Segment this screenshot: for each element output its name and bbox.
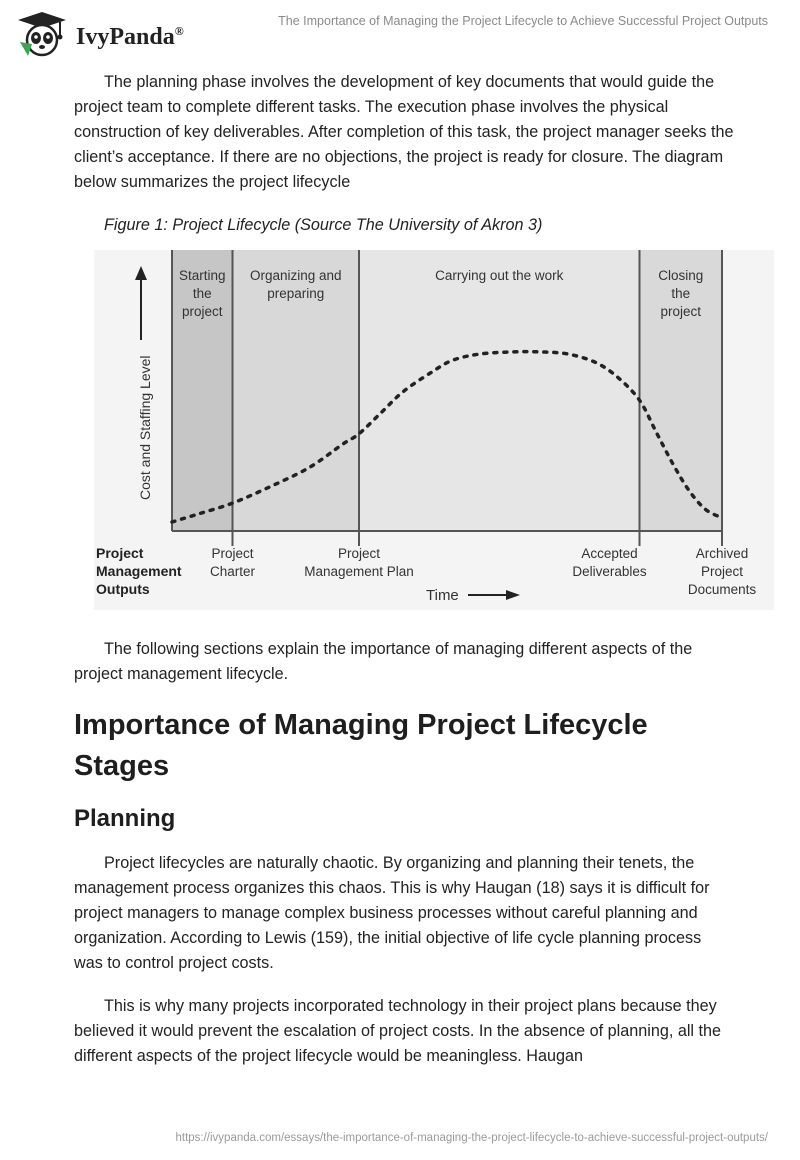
phase-label: Carrying out the work [435,268,564,283]
output-label: Management Plan [304,564,414,579]
output-label: Archived [695,546,749,561]
output-label: Project [700,564,744,579]
phase-label: Closing [658,268,704,283]
panda-graduate-icon [14,10,70,60]
phase-label: the [192,286,212,301]
output-label: Project [211,546,254,561]
paragraph-planning-2: This is why many projects incorporated technology in their project plans because they believed it would prevent the escalation of project costs. In the absence of planning, all the different aspects of the project lifecycle would be meaningless. Haugan [74,997,722,1065]
project-lifecycle-chart [94,250,774,610]
output-label: Accepted [581,546,638,561]
source-url[interactable]: https://ivypanda.com/essays/the-importance-of-managing-the-project-lifecycle-to-achieve-successful-project-outputs/ [175,1132,768,1144]
subsection-heading-planning: Planning [74,805,176,832]
paragraph-planning-1: Project lifecycles are naturally chaotic. By organizing and planning their tenets, the management process organizes this chaos. This is why Haugan (18) says it is difficult for project managers to manage complex business processes without careful planning and organization. According to Lewis (159), the initial objective of life cycle planning process was to control project costs. [74,854,710,972]
brand-name: IvyPanda® [76,23,184,50]
x-axis-label: Time [426,587,459,604]
output-label: Project [337,546,381,561]
outputs-heading-line: Outputs [96,581,150,597]
ivypanda-logo[interactable] [14,10,184,60]
outputs-heading-line: Management [96,563,182,579]
output-label: Charter [209,564,256,579]
phase-label: Organizing and [249,268,342,283]
phase-label: project [660,304,702,319]
phase-label: preparing [267,286,325,301]
outputs-heading-line: Project [96,545,144,561]
output-label: Documents [687,582,757,597]
phase-label: Starting [178,268,226,283]
output-label: Deliverables [572,564,647,579]
section-heading: Importance of Managing Project Lifecycle Stages [74,709,648,782]
y-axis-label: Cost and Staffing Level [137,355,153,500]
phase-band [359,250,640,531]
paragraph-planning-execution: The planning phase involves the development of key documents that would guide the project team to complete different tasks. The execution phase involves the physical construction of key deliverables. After completion of this task, the project manager seeks the client’s acceptance. If there are no objections, the project is ready for closure. The diagram below summarizes the project lifecycle [74,73,734,191]
article-body [74,70,757,1087]
figure-caption: Figure 1: Project Lifecycle (Source The University of Akron 3) [104,216,543,234]
document-title: The Importance of Managing the Project Lifecycle to Achieve Successful Project Outputs [278,14,768,28]
phase-label: project [181,304,223,319]
paragraph-sections-intro: The following sections explain the importance of managing different aspects of the project management lifecycle. [74,640,693,683]
phase-label: the [671,286,691,301]
